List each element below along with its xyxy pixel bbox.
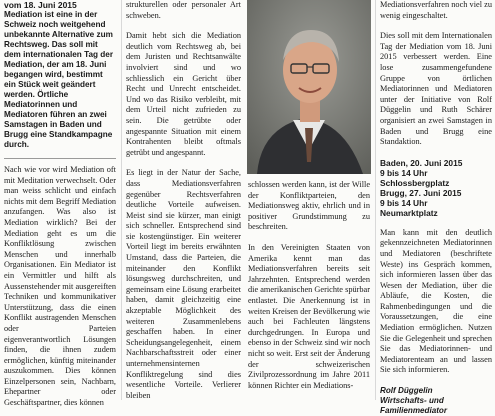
- event-brugg: [380, 188, 492, 218]
- column-3: [248, 180, 370, 391]
- column-1: [4, 0, 116, 409]
- dateline: vom 18. Juni 2015: [4, 0, 77, 10]
- article-paragraph: Damit hebt sich die Mediation deutlich vom Rechtsweg ab, bei dem Juristen und Rechtsanwälte involviert sind und wo schliesslich ein Gericht über Recht und Unrecht entscheidet. Und wo das Risiko verbleibt, mit dem Urteil nicht zufrieden zu sein. Die getrübte oder angespannte Situation mit einem Kontrahenten bleibt oftmals getrübt und angespannt.: [126, 31, 241, 157]
- column-separator: [121, 0, 122, 400]
- portrait-photo: [247, 0, 371, 174]
- event-time: 9 bis 14 Uhr: [380, 197, 428, 208]
- event-date: Brugg, 27. Juni 2015: [380, 187, 462, 198]
- portrait-photo-graphic: [247, 0, 371, 174]
- article-paragraph: Es liegt in der Natur der Sache, dass Mediationsverfahren gegenüber Rechtsverfahren deutliche Vorteile aufweisen. Meist sind sie kürzer, man einigt sich schneller. Entsprechend sind sie kostengünstiger. Ein weiterer Vorteil liegt im bereits erwähnten Umstand, dass die Parteien, die miteinander den Konflikt lösungsweg durchschreiten, und gemeinsam eine Lösung erarbeitet haben, damit gleichzeitig eine akzeptable Möglichkeit des weiteren Zusammenlebens geschaffen haben. In einer Scheidungsangelegenheit, einem Nachbarschaftsstreit oder einer unternehmensinternen Konfliktregelung sind dies wesentliche Vorteile. Verlierer bleiben: [126, 168, 241, 400]
- column-2: [126, 0, 241, 401]
- article-body-continued: Mediationsverfahren noch viel zu wenig eingeschaltet.: [380, 0, 492, 20]
- article-paragraph: In den Vereinigten Staaten von Amerika kennt man das Mediationsverfahren bereits seit Jahrzehnten. Entsprechend werden die amerikanischen Gerichte spürbar entlastet. Die Anerkennung ist in weiten Kreisen der Bevölkerung wie auch bei Fachleuten längstens durchgedrungen. In Europa und ebenso in der Schweiz sind wir noch nicht so weit. Erst seit der Änderung der schweizerischen Zivilprozessordnung im Jahre 2011 können Richter ein Mediations-: [248, 242, 370, 390]
- article-paragraph: schlossen werden kann, ist der Wille der Konfliktparteien, den Mediationsweg aktiv, ehrlich und in positiver Grundstimmung zu beschreiten.: [248, 180, 370, 232]
- article-lead: Mediation ist eine in der Schweiz noch weitgehend unbekannte Alternative zum Rechtsweg. Das soll mit dem internationalen Tag der Mediation, der am 18. Juni begangen wird, bestimmt ein Stück weit geändert werden. Örtliche Mediatorinnen und Mediatoren führen an zwei Samstagen in Baden und Brugg eine Standkampagne durch.: [4, 10, 114, 149]
- article-paragraph: Dies soll mit dem Internationalen Tag der Mediation vom 18. Juni 2015 verbessert werden. Eine lose zusammengefundene Gruppe von örtlichen Mediatorinnen und Mediatoren unter der Initiative von Rolf Düggelin und Ruth Schärer organisiert an zwei Samstagen in Baden und Brugg eine Standaktion.: [380, 31, 492, 147]
- event-baden: [380, 158, 492, 188]
- author-name: Rolf Düggelin: [380, 386, 433, 396]
- event-time: 9 bis 14 Uhr: [380, 167, 428, 178]
- event-place: Neumarktplatz: [380, 207, 438, 218]
- author-title: Wirtschafts- und Familienmediator: [380, 396, 448, 416]
- lead-divider: [4, 158, 116, 159]
- column-separator: [375, 0, 376, 400]
- column-4: [380, 0, 492, 416]
- article-body-continued: strukturellen oder personaler Art schweben.: [126, 0, 241, 20]
- event-place: Schlossbergplatz: [380, 177, 450, 188]
- article-body-intro: Nach wie vor wird Mediation oft mit Meditation verwechselt. Oder man weiss schlicht und einfach nichts mit dem Begriff Mediation anzufangen. Was also ist Mediation wirklich? Bei der Mediation geht es um die Konfliktlösung zwischen Menschen und innerhalb Organisationen. Ein Mediator ist ein Vermittler und hilft als Aussenstehender mit ausgereiften Techniken und kommunikativer Unterstützung, dass die einen Konflikt austragenden Menschen oder Parteien eigenverantwortlich Lösungen finden, die ihnen zudem ermöglichen, künftig miteinander auszukommen. Dies können Einzelpersonen sein, Nachbarn, Ehepartner oder Geschäftspartner, dies können: [4, 165, 116, 408]
- event-date: Baden, 20. Juni 2015: [380, 157, 463, 168]
- article-paragraph: Man kann mit den deutlich gekennzeichneten Mediatorinnen und Mediatoren (beschriftete Weste) ins Gespräch kommen, sich informieren lassen über das Wesen der Mediation, über die Abläufe, die Kosten, die Rahmenbedingungen und die Voraussetzungen, die eine Mediation ermöglichen. Nutzen Sie die Gelegenheit und sprechen Sie das Mediatorinnen- und Mediatorenteam an und lassen Sie sich informieren.: [380, 227, 492, 375]
